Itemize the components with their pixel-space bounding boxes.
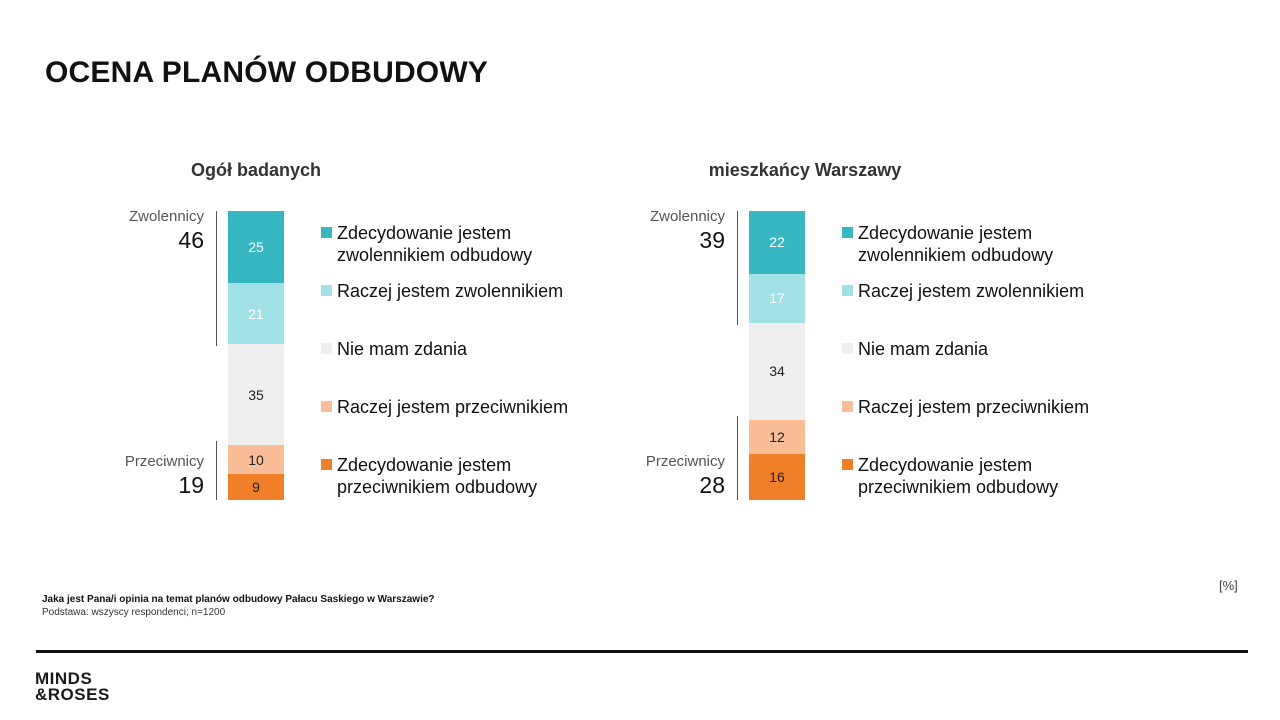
legend-label: Zdecydowanie jestem zwolennikiem odbudowy (858, 223, 1054, 265)
legend-swatch (842, 285, 853, 296)
legend-item (842, 222, 1098, 266)
stacked-bar (749, 211, 805, 500)
supporters-value: 46 (178, 227, 204, 253)
legend-swatch (842, 401, 853, 412)
supporters-summary (84, 208, 204, 254)
bar-segment (228, 344, 284, 445)
opponents-label: Przeciwnicy (645, 453, 725, 470)
supporters-summary (605, 208, 725, 254)
opponents-value: 19 (178, 472, 204, 498)
bar-segment (749, 420, 805, 454)
opponents-bracket (737, 416, 738, 500)
bar-segment (228, 445, 284, 474)
bar-segment (228, 283, 284, 344)
legend-label: Nie mam zdania (858, 339, 989, 359)
legend-label: Raczej jestem przeciwnikiem (858, 397, 1090, 417)
bar-value-label: 17 (769, 290, 785, 307)
legend-item (842, 454, 1098, 498)
logo-line-2: &ROSES (35, 685, 110, 704)
supporters-bracket (737, 211, 738, 325)
opponents-bracket (216, 441, 217, 500)
bar-value-label: 9 (252, 478, 260, 495)
bar-segment (749, 454, 805, 500)
supporters-value: 39 (699, 227, 725, 253)
bar-value-label: 21 (248, 305, 264, 322)
stacked-bar (228, 211, 284, 500)
bar-segment (749, 274, 805, 323)
legend-label: Zdecydowanie jestem przeciwnikiem odbudowy (858, 455, 1059, 497)
legend-swatch (321, 401, 332, 412)
bar-value-label: 25 (248, 239, 264, 256)
opponents-value: 28 (699, 472, 725, 498)
legend-swatch (842, 227, 853, 238)
opponents-label: Przeciwnicy (124, 453, 204, 470)
legend-swatch (321, 285, 332, 296)
legend-label: Raczej jestem zwolennikiem (337, 281, 564, 301)
unit-label: [%] (1219, 578, 1238, 593)
footer-divider (36, 650, 1248, 653)
legend-swatch (842, 459, 853, 470)
bar-segment (228, 474, 284, 500)
survey-question: Jaka jest Pana/i opinia na temat planów odbudowy Pałacu Saskiego w Warszawie? (42, 594, 435, 605)
opponents-summary (84, 453, 204, 499)
brand-logo (35, 671, 110, 703)
supporters-label: Zwolennicy (649, 208, 725, 225)
legend-swatch (321, 227, 332, 238)
page-title: OCENA PLANÓW ODBUDOWY (45, 56, 489, 89)
chart-title: mieszkańcy Warszawy (708, 160, 902, 180)
legend-item (842, 280, 1098, 302)
supporters-label: Zwolennicy (128, 208, 204, 225)
bar-value-label: 22 (769, 234, 785, 251)
chart-panel-total (0, 0, 569, 560)
legend-item (842, 338, 1098, 360)
chart-panel-warsaw (521, 0, 1090, 560)
chart-title: Ogół badanych (190, 160, 322, 180)
legend-label: Zdecydowanie jestem przeciwnikiem odbudowy (337, 455, 538, 497)
legend-swatch (321, 459, 332, 470)
bar-value-label: 35 (248, 386, 264, 403)
legend-label: Raczej jestem przeciwnikiem (337, 397, 569, 417)
legend-item (842, 396, 1098, 418)
survey-base: Podstawa: wszyscy respondenci; n=1200 (42, 607, 226, 618)
opponents-summary (605, 453, 725, 499)
bar-segment (228, 211, 284, 283)
logo-line-1: MINDS (35, 669, 93, 688)
legend-label: Raczej jestem zwolennikiem (858, 281, 1085, 301)
legend-swatch (321, 343, 332, 354)
bar-value-label: 34 (769, 363, 785, 380)
bar-value-label: 10 (248, 451, 264, 468)
legend-swatch (842, 343, 853, 354)
legend-label: Nie mam zdania (337, 339, 468, 359)
bar-segment (749, 323, 805, 420)
bar-value-label: 16 (769, 469, 785, 486)
supporters-bracket (216, 211, 217, 346)
bar-segment (749, 211, 805, 274)
bar-value-label: 12 (769, 429, 785, 446)
legend-label: Zdecydowanie jestem zwolennikiem odbudowy (337, 223, 533, 265)
